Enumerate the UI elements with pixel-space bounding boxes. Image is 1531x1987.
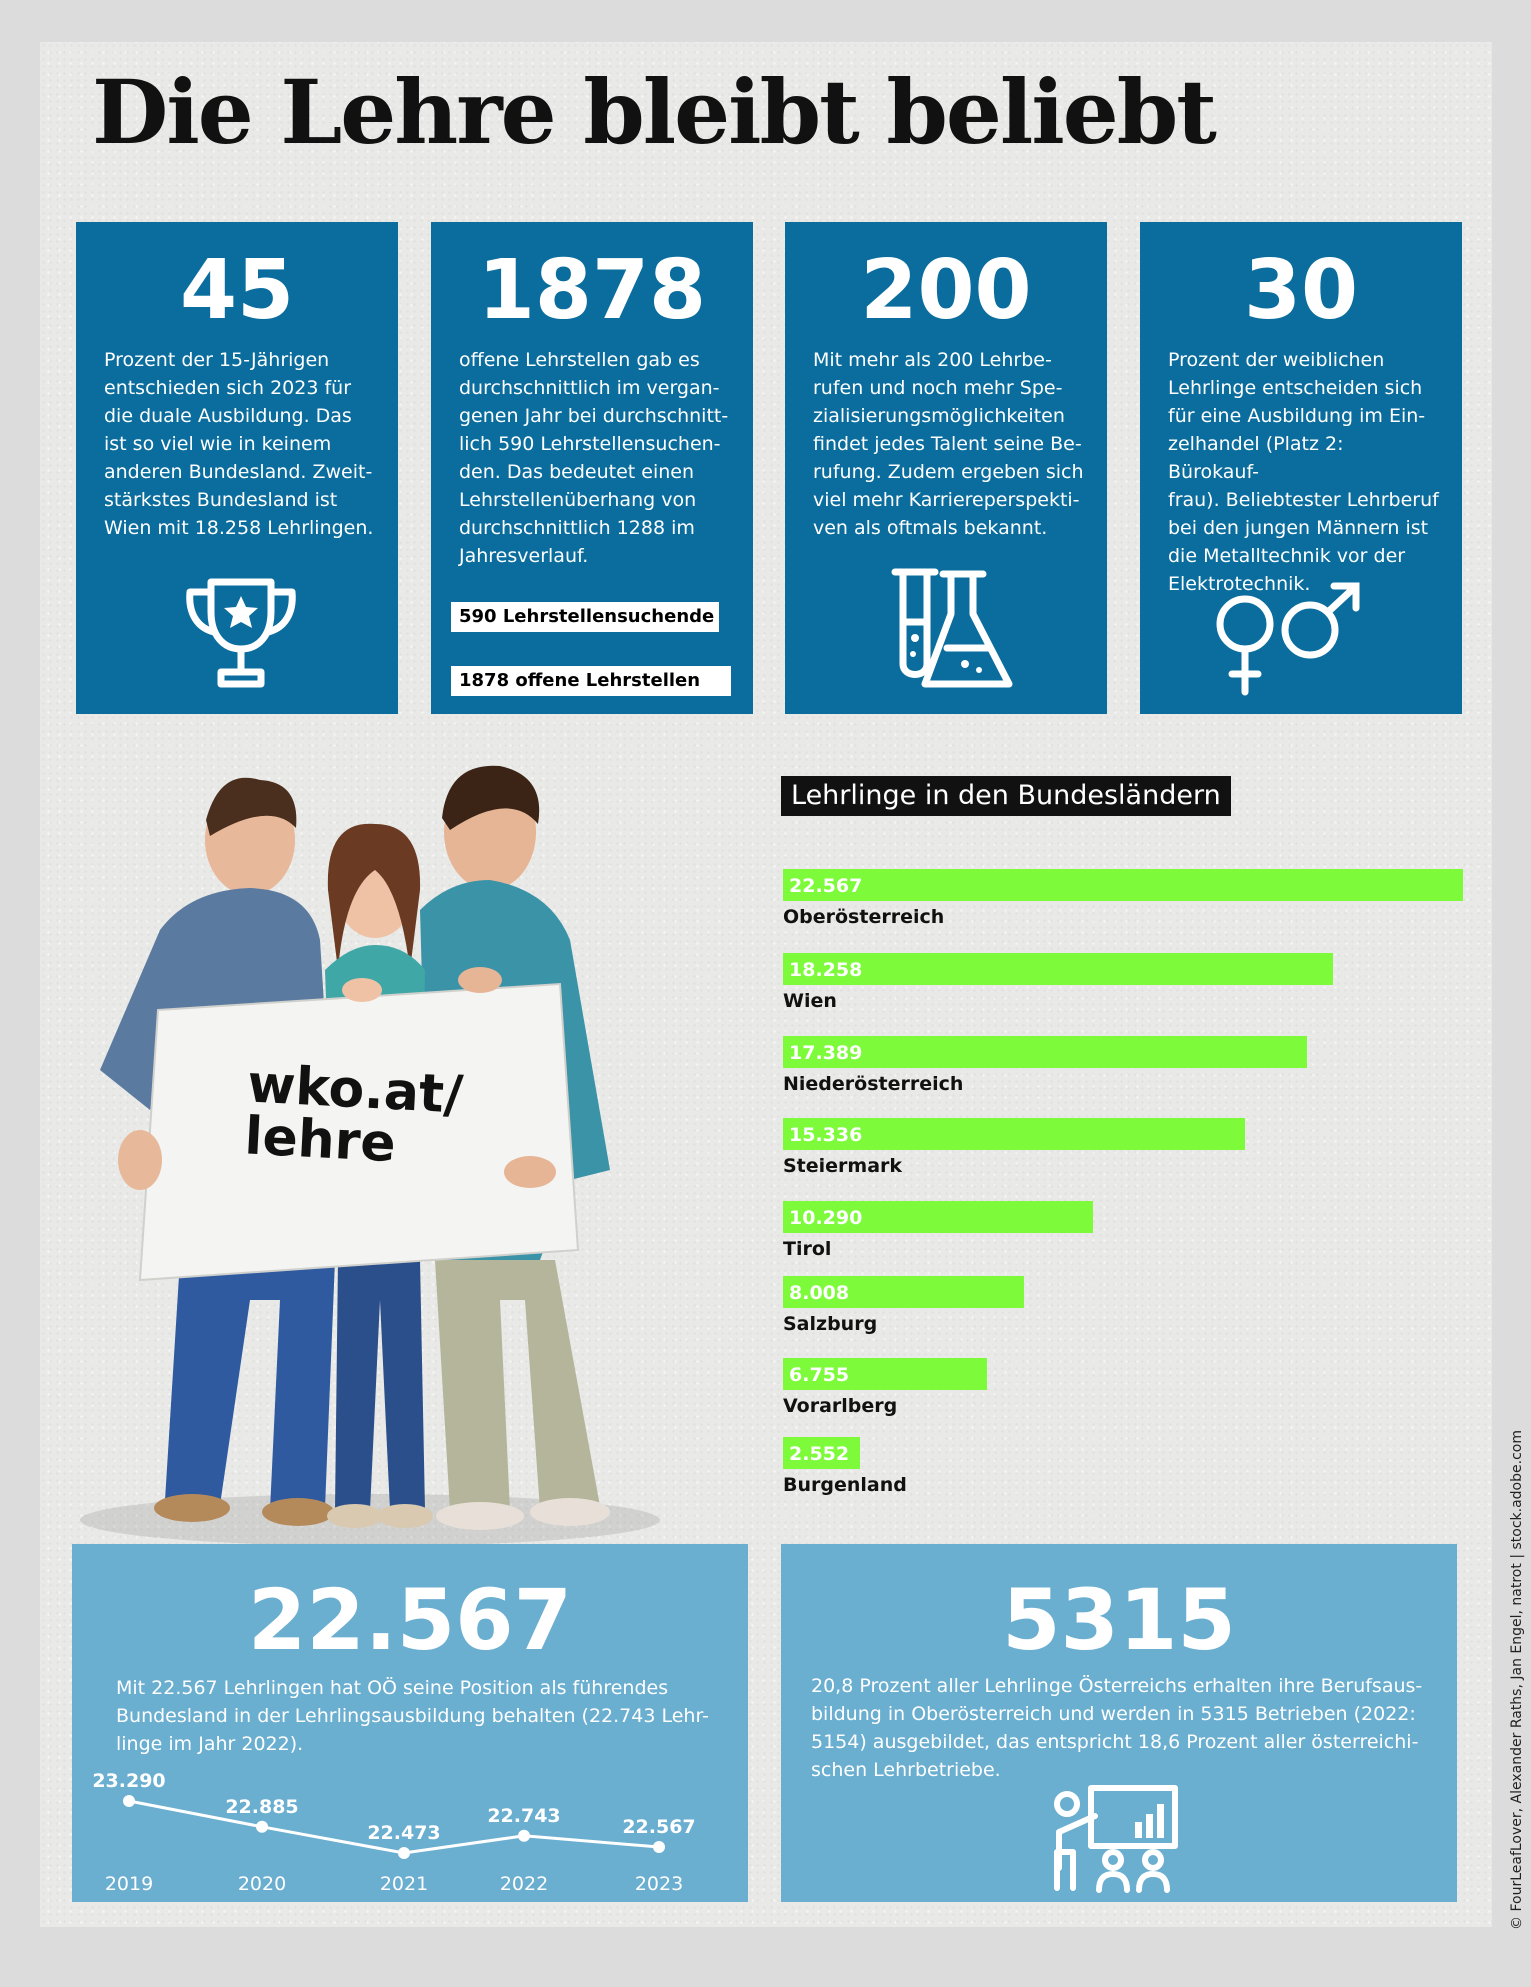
bar-value-label: 6.755 [789,1364,850,1386]
stat-text: Prozent der weiblichen Lehrlinge entscheiden sich für eine Ausbildung im Ein- zelhandel (Platz 2: Bürokauf- frau). Beliebtester Lehrberuf bei den jungen Männern ist die Metalltechnik vor der Elektrotechnik. [1168,349,1439,595]
stat-card-200 [785,222,1107,714]
companies-panel [781,1544,1457,1902]
line-point [123,1795,135,1807]
stat-number: 45 [179,243,295,338]
line-value-label: 22.567 [622,1816,696,1838]
page-title: Die Lehre bleibt beliebt [92,60,1215,164]
stat-number: 1878 [477,243,707,338]
bar-category-label: Vorarlberg [783,1395,898,1417]
stat-card-45 [76,222,398,714]
line-value-label: 23.290 [92,1770,166,1792]
line-point [653,1841,665,1853]
bar-category-label: Oberösterreich [783,906,945,928]
line-x-tick-label: 2019 [104,1873,154,1895]
presentation-icon [1051,1782,1181,1894]
lab-flask-icon [885,566,1025,696]
bar-oberösterreich [783,869,1463,901]
bar-category-label: Salzburg [783,1313,878,1335]
stat-number: 200 [860,243,1032,338]
line-point [256,1821,268,1833]
sign-text: wko.at/ lehre [243,1054,465,1175]
line-point [398,1847,410,1859]
trophy-icon [176,574,306,694]
stat-text: Prozent der 15-Jährigen entschieden sich 2023 für die duale Ausbildung. Das ist so viel wie in keinem anderen Bundesland. Zweit- stärkstes Bundesland ist Wien mit 18.258 Lehrlingen. [104,349,374,539]
bar-value-label: 15.336 [789,1124,863,1146]
bar-value-label: 2.552 [789,1443,850,1465]
stat-number: 30 [1243,243,1359,338]
companies-big-number: 5315 [1002,1571,1236,1669]
line-value-label: 22.743 [487,1804,561,1827]
stat-text: offene Lehrstellen gab es durchschnittlich im vergan- genen Jahr bei durchschnitt- lich 590 Lehrstellensuchen- den. Das bedeutet einen Lehrstellenüberhang von durchschnittlich 1288 im Jahresverlauf. [459,349,729,567]
gender-symbols-icon [1210,582,1370,700]
apprentices-line-chart [72,1764,748,1900]
line-x-tick-label: 2022 [499,1873,549,1895]
apprentices-text: Mit 22.567 Lehrlingen hat OÖ seine Position als führendes Bundesland in der Lehrlingsausbildung behalten (22.743 Lehr- linge im Jahr 2022). [116,1677,709,1755]
apprentices-big-number: 22.567 [247,1571,573,1669]
chart-title: Lehrlinge in den Bundesländern [781,776,1231,816]
bar-category-label: Wien [783,990,837,1012]
line-value-label: 22.473 [367,1822,441,1844]
line-value-label: 22.885 [225,1795,299,1818]
line-point [518,1830,530,1842]
stat-text: Mit mehr als 200 Lehrbe- rufen und noch mehr Spe- zialisierungsmöglichkeiten findet jedes Talent seine Be- rufung. Zudem ergeben sich viel mehr Karriereperspekti- ven als oftmals bekannt. [813,349,1084,539]
stat-card-30 [1140,222,1462,714]
bar-value-label: 18.258 [789,959,863,981]
bar-category-label: Tirol [783,1238,832,1260]
stat-card-1878 [431,222,753,714]
open-positions-bar-label: 1878 offene Lehrstellen [451,666,731,696]
line-x-tick-label: 2020 [237,1873,287,1895]
apprentices-panel [72,1544,748,1902]
photo-credit: © FourLeafLover, Alexander Raths, Jan Engel, natrot | stock.adobe.com [1509,1430,1525,1930]
bar-category-label: Burgenland [783,1474,907,1496]
bar-wien [783,953,1333,985]
bar-value-label: 22.567 [789,875,863,897]
bar-value-label: 10.290 [789,1207,863,1229]
job-seekers-bar-label: 590 Lehrstellensuchende [451,602,719,632]
bar-value-label: 17.389 [789,1042,863,1064]
companies-text: 20,8 Prozent aller Lehrlinge Österreichs erhalten ihre Berufsaus- bildung in Oberösterreich und werden in 5315 Betrieben (2022: 5154) ausgebildet, das entspricht 18,6 Prozent aller österreichi- schen Lehrbetriebe. [811,1675,1423,1781]
bar-value-label: 8.008 [789,1282,850,1304]
bar-category-label: Niederösterreich [783,1073,964,1095]
line-x-tick-label: 2021 [379,1873,429,1895]
line-x-tick-label: 2023 [634,1873,684,1895]
bar-category-label: Steiermark [783,1155,903,1177]
